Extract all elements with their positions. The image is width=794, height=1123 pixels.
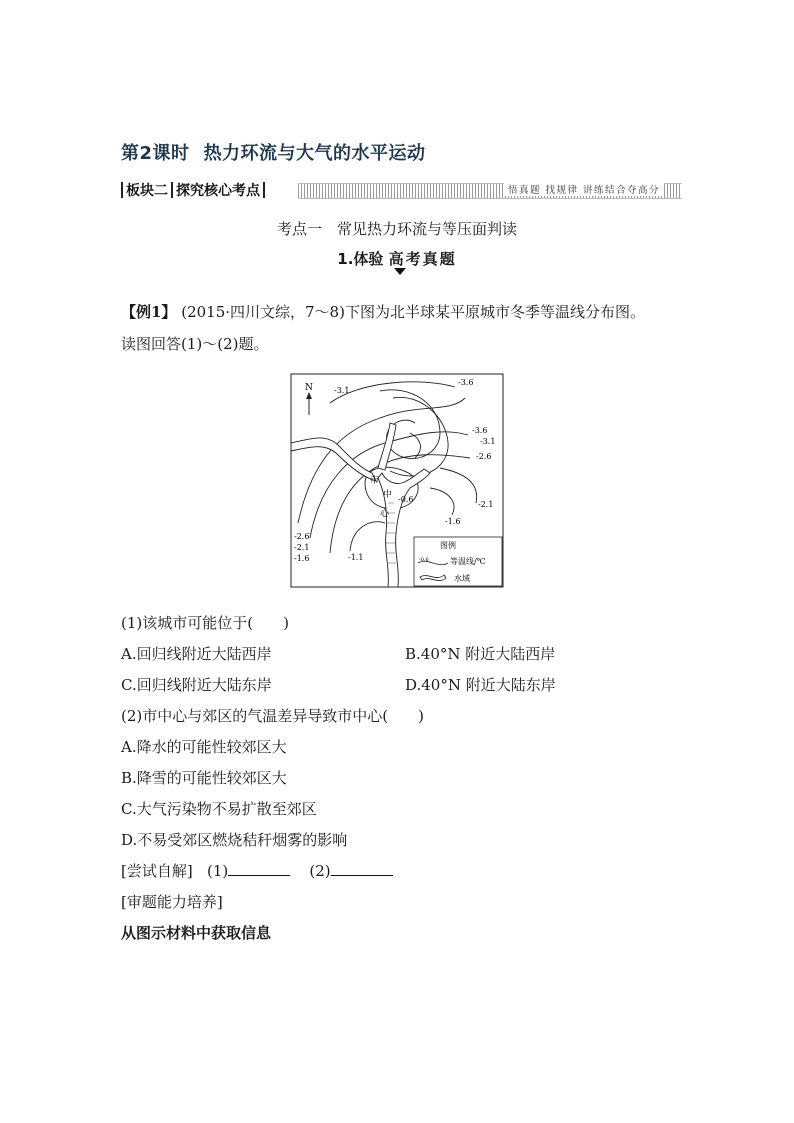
- lesson-number: 第2课时: [121, 143, 190, 164]
- section-bar-rule: [263, 182, 265, 198]
- lesson-name: 热力环流与大气的水平运动: [203, 143, 426, 164]
- answer-blank-1[interactable]: [228, 861, 290, 876]
- q1-option-a: A.回归线附近大陆西岸: [121, 645, 272, 663]
- north-label: N: [305, 383, 313, 393]
- isotherm-value: -1.1: [348, 553, 364, 562]
- isotherm-value: -0.6: [398, 495, 414, 504]
- answer-part2: (2): [309, 862, 331, 880]
- answer-part1: (1): [207, 862, 229, 880]
- q1-option-d: D.40°N 附近大陆东岸: [405, 676, 556, 694]
- isotherm-value: -3.1: [334, 386, 350, 395]
- section-bar-rule: [121, 182, 123, 198]
- isotherm-value: -1.6: [445, 517, 461, 526]
- sub-heading-prefix: 1.体验: [337, 250, 384, 268]
- example-stem: [121, 296, 681, 360]
- legend-title: 图例: [440, 541, 456, 550]
- training-label: [审题能力培养]: [121, 893, 223, 911]
- q2-option-c: C.大气污染物不易扩散至郊区: [121, 800, 317, 818]
- section-part: 板块二: [126, 183, 168, 199]
- section-slogan: 悟真题 找规律 讲练结合夺高分: [504, 182, 664, 196]
- isotherm-value: -3.6: [458, 378, 474, 387]
- isotherm-value: -1.6: [294, 554, 310, 563]
- answer-line: [121, 860, 393, 881]
- q2-stem: (2)市中心与郊区的气温差异导致市中心( ): [121, 707, 424, 725]
- q1-stem: (1)该城市可能位于( ): [121, 614, 289, 632]
- lesson-title: [121, 139, 426, 165]
- isotherm-map: [290, 373, 504, 588]
- topic-heading: 考点一 常见热力环流与等压面判读: [276, 220, 517, 238]
- isotherm-value: -3.1: [480, 437, 496, 446]
- triangle-down-icon: [394, 268, 406, 275]
- example-label: 【例1】: [121, 303, 177, 321]
- city-center-char: 市: [370, 476, 380, 486]
- city-center-char: 心: [380, 509, 390, 519]
- section-bar: [118, 180, 682, 200]
- isotherm-value: -2.6: [294, 532, 310, 541]
- section-name: 探究核心考点: [176, 183, 260, 199]
- q2-option-b: B.降雪的可能性较郊区大: [121, 769, 287, 787]
- sub-heading-emphasis: 高考真题: [388, 250, 457, 268]
- info-heading: 从图示材料中获取信息: [121, 924, 272, 942]
- isotherm-value: -3.6: [472, 426, 488, 435]
- q1-option-b: B.40°N 附近大陆西岸: [405, 645, 556, 663]
- legend-water: 水域: [454, 574, 470, 583]
- answer-blank-2[interactable]: [331, 861, 393, 876]
- q2-option-d: D.不易受郊区燃烧秸秆烟雾的影响: [121, 831, 348, 849]
- example-stem-line1: 下图为北半球某平原城市冬季等温线分布图。: [344, 303, 645, 321]
- section-bar-rule: [171, 182, 173, 198]
- q2-option-a: A.降水的可能性较郊区大: [121, 738, 287, 756]
- isotherm-value: -2.1: [294, 543, 310, 552]
- sub-heading: [0, 248, 794, 269]
- isotherm-value: -2.1: [478, 500, 494, 509]
- legend-isotherm-sample: -0.6: [419, 557, 429, 563]
- q1-option-c: C.回归线附近大陆东岸: [121, 676, 272, 694]
- example-source: (2015·四川文综，7～8): [181, 303, 345, 321]
- legend-isotherm: 等温线/℃: [450, 557, 486, 566]
- answer-label: [尝试自解]: [121, 862, 193, 880]
- city-center-char: 中: [383, 490, 393, 500]
- map-legend: [414, 537, 502, 586]
- example-stem-line2: 读图回答(1)～(2)题。: [121, 335, 269, 353]
- section-bar-label: [118, 180, 268, 200]
- isotherm-value: -2.6: [476, 452, 492, 461]
